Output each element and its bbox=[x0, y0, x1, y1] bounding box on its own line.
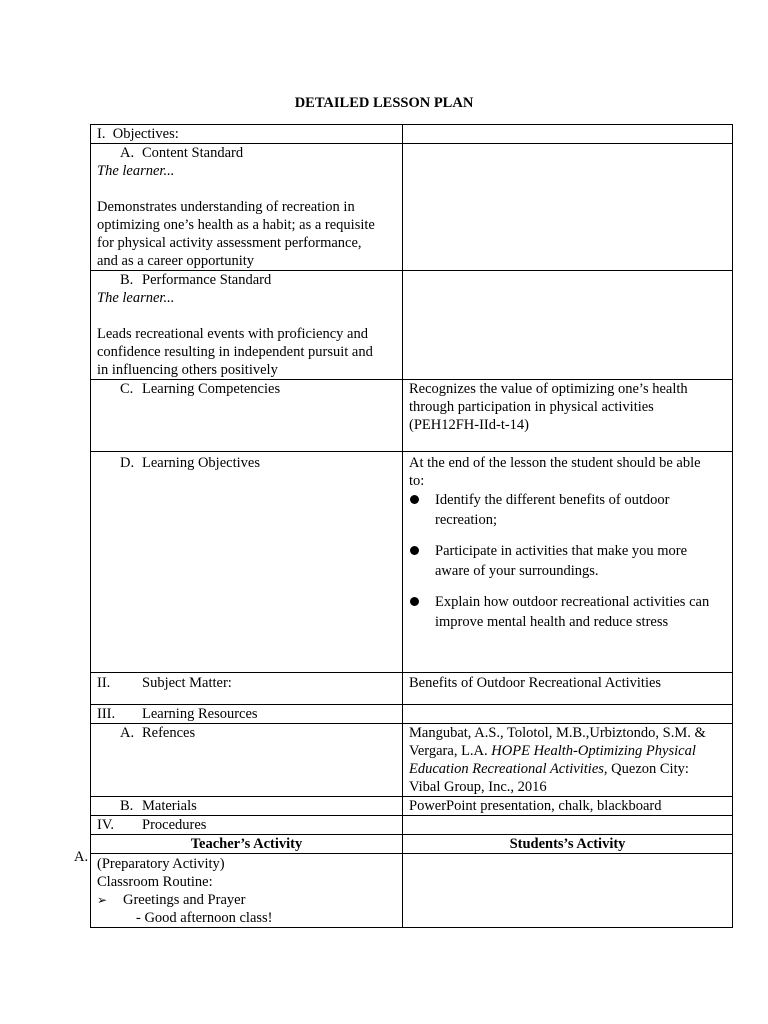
classroom-routine-label: Classroom Routine: bbox=[97, 874, 213, 890]
list-item bbox=[409, 490, 726, 530]
learning-objectives-letter: D. bbox=[120, 455, 135, 471]
procedures-number: IV. bbox=[97, 817, 115, 833]
subject-matter-value: Benefits of Outdoor Recreational Activities bbox=[403, 673, 733, 705]
objectives-number: I. bbox=[97, 126, 106, 142]
materials-value: PowerPoint presentation, chalk, blackboard bbox=[403, 797, 733, 816]
references-publisher-city: , Quezon City: bbox=[603, 761, 689, 777]
preparatory-student-cell bbox=[403, 854, 733, 928]
materials-label: Materials bbox=[142, 798, 197, 814]
subject-matter-cell bbox=[91, 673, 403, 705]
learning-resources-number: III. bbox=[97, 706, 116, 722]
subject-matter-row bbox=[91, 673, 733, 705]
learning-resources-value-cell bbox=[403, 705, 733, 724]
learning-competencies-value-3: (PEH12FH-IId-t-14) bbox=[409, 417, 530, 433]
preparatory-cell bbox=[91, 854, 403, 928]
objective-3-line-2: improve mental health and reduce stress bbox=[435, 614, 669, 630]
content-standard-label: Content Standard bbox=[142, 145, 244, 161]
learning-objectives-intro-2: to: bbox=[409, 473, 425, 489]
learning-resources-row bbox=[91, 705, 733, 724]
performance-standard-value-cell bbox=[403, 271, 733, 380]
bullet-icon bbox=[410, 546, 419, 555]
subject-matter-label: Subject Matter: bbox=[142, 675, 232, 691]
learning-objectives-label: Learning Objectives bbox=[142, 455, 260, 471]
learning-competencies-letter: C. bbox=[120, 381, 134, 397]
learning-resources-label: Learning Resources bbox=[142, 706, 258, 722]
learning-competencies-value-1: Recognizes the value of optimizing one’s health bbox=[409, 381, 688, 397]
references-book-title-2: Education Recreational Activities bbox=[409, 761, 604, 777]
objectives-row bbox=[91, 125, 733, 144]
references-line-1: Mangubat, A.S., Tolotol, M.B.,Urbiztondo, S.M. & bbox=[409, 725, 706, 741]
objective-1-line-2: recreation; bbox=[435, 512, 497, 528]
learning-competencies-row bbox=[91, 380, 733, 452]
learning-competencies-value-cell bbox=[403, 380, 733, 452]
learning-objectives-row bbox=[91, 452, 733, 673]
performance-standard-text-3: in influencing others positively bbox=[97, 362, 278, 378]
materials-cell bbox=[91, 797, 403, 816]
content-standard-text-3: for physical activity assessment performance, bbox=[97, 235, 362, 251]
bullet-icon bbox=[410, 495, 419, 504]
references-line-4: Vibal Group, Inc., 2016 bbox=[409, 779, 547, 795]
objectives-value-cell bbox=[403, 125, 733, 144]
learning-competencies-value-2: through participation in physical activities bbox=[409, 399, 654, 415]
content-standard-learner: The learner... bbox=[97, 163, 175, 179]
objective-1-line-1: Identify the different benefits of outdoor bbox=[435, 492, 670, 508]
performance-standard-label: Performance Standard bbox=[142, 272, 272, 288]
learning-resources-cell bbox=[91, 705, 403, 724]
materials-letter: B. bbox=[120, 798, 134, 814]
content-standard-text-4: and as a career opportunity bbox=[97, 253, 255, 269]
performance-standard-text-2: confidence resulting in independent pursuit and bbox=[97, 344, 373, 360]
references-label: Refences bbox=[142, 725, 196, 741]
procedures-label: Procedures bbox=[142, 817, 207, 833]
preparatory-row bbox=[91, 854, 733, 928]
references-authors: Vergara, L.A. bbox=[409, 743, 492, 759]
procedures-value-cell bbox=[403, 816, 733, 835]
references-row bbox=[91, 724, 733, 797]
objective-2-line-2: aware of your surroundings. bbox=[435, 563, 599, 579]
performance-standard-learner: The learner... bbox=[97, 290, 175, 306]
content-standard-text-1: Demonstrates understanding of recreation in bbox=[97, 199, 355, 215]
objectives-heading: Objectives: bbox=[112, 126, 179, 142]
learning-objectives-list bbox=[409, 490, 726, 632]
learning-competencies-cell bbox=[91, 380, 403, 452]
procedure-marker: A. bbox=[74, 849, 89, 865]
objective-3-line-1: Explain how outdoor recreational activities can bbox=[435, 594, 710, 610]
learning-objectives-cell bbox=[91, 452, 403, 673]
references-letter: A. bbox=[120, 725, 135, 741]
learning-objectives-intro-1: At the end of the lesson the student should be able bbox=[409, 455, 701, 471]
greeting-line: - Good afternoon class! bbox=[136, 910, 273, 926]
performance-standard-text-1: Leads recreational events with proficiency and bbox=[97, 326, 368, 342]
references-value-cell bbox=[403, 724, 733, 797]
greetings-item: Greetings and Prayer bbox=[123, 892, 246, 908]
learning-competencies-label: Learning Competencies bbox=[142, 381, 281, 397]
list-item bbox=[409, 592, 726, 632]
procedures-row bbox=[91, 816, 733, 835]
content-standard-letter: A. bbox=[120, 145, 135, 161]
objective-2-line-1: Participate in activities that make you more bbox=[435, 543, 688, 559]
content-standard-text-2: optimizing one’s health as a habit; as a requisite bbox=[97, 217, 375, 233]
performance-standard-cell bbox=[91, 271, 403, 380]
lesson-plan-table bbox=[90, 124, 733, 928]
performance-standard-letter: B. bbox=[120, 272, 134, 288]
procedures-cell bbox=[91, 816, 403, 835]
subject-matter-number: II. bbox=[97, 675, 111, 691]
activity-header-row bbox=[91, 835, 733, 854]
references-cell bbox=[91, 724, 403, 797]
content-standard-cell bbox=[91, 144, 403, 271]
student-activity-header: Students’s Activity bbox=[403, 835, 733, 854]
materials-row bbox=[91, 797, 733, 816]
performance-standard-row bbox=[91, 271, 733, 380]
content-standard-value-cell bbox=[403, 144, 733, 271]
arrow-bullet-icon: ➢ bbox=[97, 893, 108, 907]
preparatory-activity-label: (Preparatory Activity) bbox=[97, 856, 225, 872]
list-item bbox=[409, 541, 726, 581]
objectives-heading-cell bbox=[91, 125, 403, 144]
references-book-title-1: HOPE Health-Optimizing Physical bbox=[491, 743, 696, 759]
bullet-icon bbox=[410, 597, 419, 606]
page-title: DETAILED LESSON PLAN bbox=[294, 95, 474, 111]
content-standard-row bbox=[91, 144, 733, 271]
teacher-activity-header: Teacher’s Activity bbox=[91, 835, 403, 854]
learning-objectives-value-cell bbox=[403, 452, 733, 673]
